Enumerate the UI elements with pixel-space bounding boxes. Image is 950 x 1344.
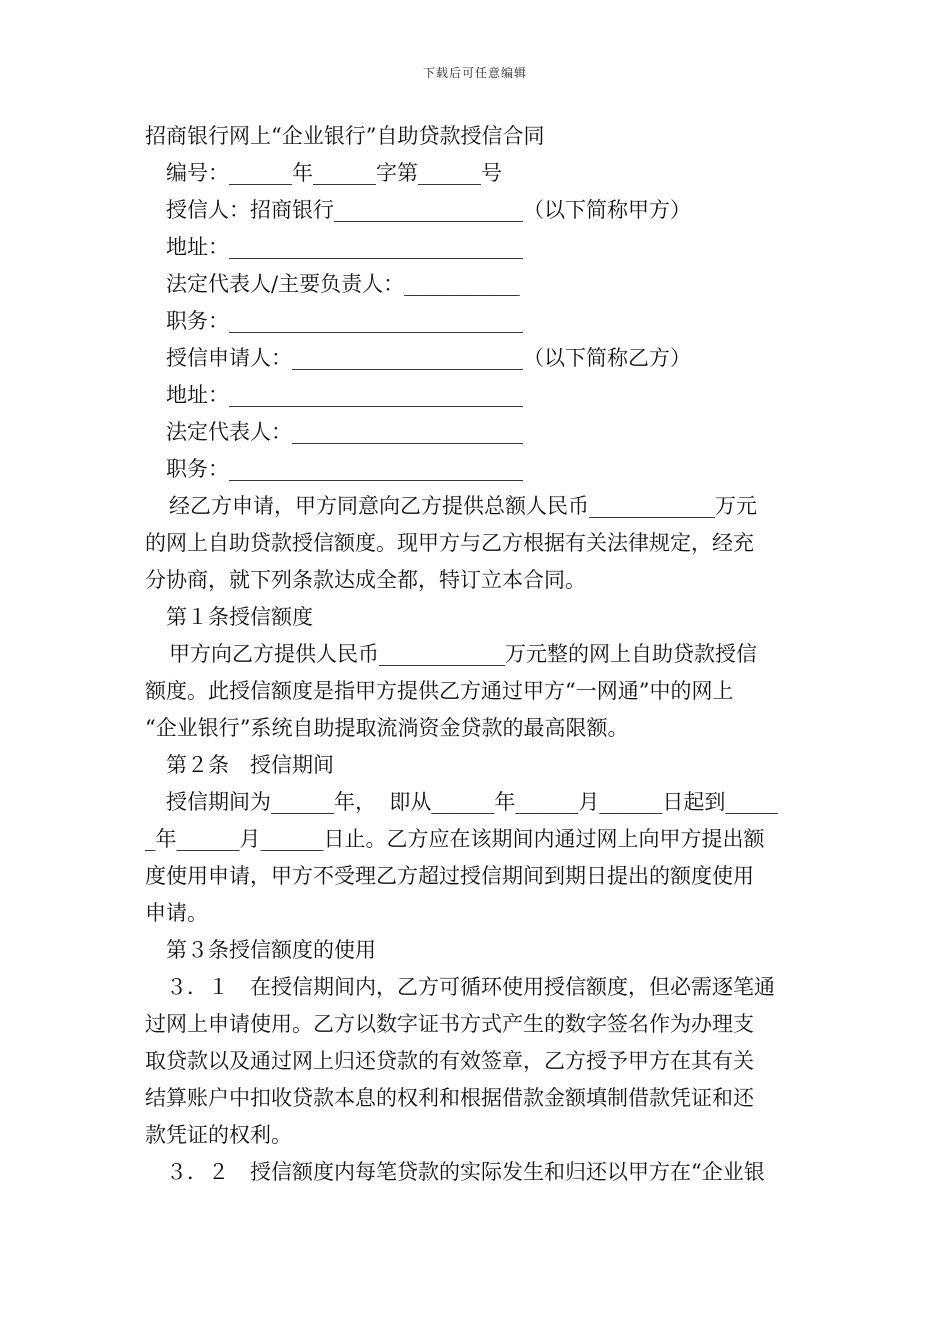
clause-3-2-line: ３．２ 授信额度内每笔贷款的实际发生和归还以甲方在“企业银 xyxy=(166,1160,765,1184)
article-1-paragraph-line: “企业银行”系统自助提取流淌资金贷款的最高限额。 xyxy=(145,716,629,740)
intro-paragraph-line: 经乙方申请，甲方同意向乙方提供总额人民币____________万元 xyxy=(169,494,757,518)
contract-title: 招商银行网上“企业银行”自助贷款授信合同 xyxy=(145,124,545,148)
clause-3-1-line: 过网上申请使用。乙方以数字证书方式产生的数字签名作为办理支 xyxy=(145,1012,754,1036)
article-2-paragraph-line: 度使用申请，甲方不受理乙方超过授信期间到期日提出的额度使用 xyxy=(145,864,754,888)
article-2-paragraph-line: 申请。 xyxy=(145,901,208,925)
lender-address-line: 地址：____________________________ xyxy=(166,235,523,259)
intro-paragraph-line: 分协商，就下列条款达成全都，特订立本合同。 xyxy=(145,568,586,592)
article-2-paragraph-line: 授信期间为______年， 即从______年______月______日起到_____ xyxy=(166,790,778,814)
clause-3-1-line: 款凭证的权利。 xyxy=(145,1123,292,1147)
clause-3-1-line: 结算账户中扣收贷款本息的权利和根据借款金额填制借款凭证和还 xyxy=(145,1086,754,1110)
article-2-heading: 第２条 授信期间 xyxy=(166,753,334,777)
article-1-paragraph-line: 甲方向乙方提供人民币____________万元整的网上自助贷款授信 xyxy=(169,642,757,666)
article-2-paragraph-line: _年______月______日止。乙方应在该期间内通过网上向甲方提出额 xyxy=(145,827,765,851)
intro-paragraph-line: 的网上自助贷款授信额度。现甲方与乙方根据有关法律规定，经充 xyxy=(145,531,754,555)
page-header: 下载后可任意编辑 xyxy=(422,66,527,80)
article-3-heading: 第３条授信额度的使用 xyxy=(166,938,376,962)
article-1-heading: 第１条授信额度 xyxy=(166,605,313,629)
applicant-address-line: 地址：____________________________ xyxy=(166,383,523,407)
article-1-paragraph-line: 额度。此授信额度是指甲方提供乙方通过甲方“一网通”中的网上 xyxy=(145,679,734,703)
applicant-line: 授信申请人：______________________（以下简称乙方） xyxy=(166,346,691,370)
contract-body xyxy=(145,118,810,1191)
lender-representative-line: 法定代表人/主要负责人：___________ xyxy=(166,272,520,296)
clause-3-1-line: ３．１ 在授信期间内，乙方可循环使用授信额度，但必需逐笔通 xyxy=(166,975,775,999)
clause-3-1-line: 取贷款以及通过网上归还贷款的有效签章，乙方授予甲方在其有关 xyxy=(145,1049,754,1073)
applicant-representative-line: 法定代表人：______________________ xyxy=(166,420,523,444)
lender-position-line: 职务：____________________________ xyxy=(166,309,523,333)
applicant-position-line: 职务：____________________________ xyxy=(166,457,523,481)
contract-number-line: 编号：______年______字第______号 xyxy=(166,161,502,185)
lender-line: 授信人：招商银行__________________（以下简称甲方） xyxy=(166,198,691,222)
